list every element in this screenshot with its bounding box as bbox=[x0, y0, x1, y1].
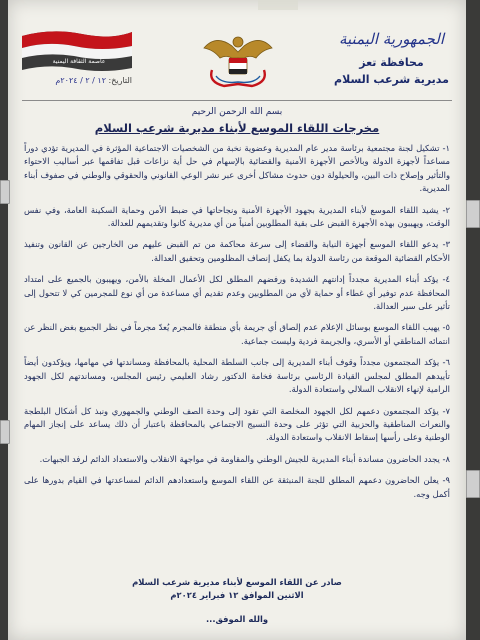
document-body bbox=[24, 142, 450, 509]
document-page bbox=[8, 0, 466, 640]
binder-clip bbox=[0, 180, 10, 204]
date-label: التاريخ: bbox=[108, 76, 132, 85]
binder-clip bbox=[0, 420, 10, 444]
document-title: مخرجات اللقاء الموسع لأبناء مديرية شرعب السلام bbox=[94, 121, 380, 135]
yemen-flag-banner bbox=[22, 28, 132, 72]
closing-block bbox=[8, 576, 466, 602]
republic-logo-text: الجمهورية اليمنية bbox=[338, 30, 444, 48]
governorate-name: محافظة تعز bbox=[359, 56, 424, 69]
binder-clip bbox=[466, 470, 480, 498]
paragraph-6: ٦- يؤكد المجتمعون مجدداً وقوف أبناء المديرية إلى جانب السلطة المحلية بالمحافظة ومساندتها في مهامها، ويؤكدون أيضاً تأييدهم المطلق لمجلس القيادة الرئاسي برئاسة فخامة الدكتور رشاد العليمي رئيس المجلس، ومساندتهم لكل الجهود الرامية لإنهاء الانقلاب السلالي واستعادة الدولة. bbox=[24, 357, 450, 395]
banner-caption: عاصمة الثقافة اليمنية bbox=[52, 58, 106, 65]
paragraph-3: ٣- يدعو اللقاء الموسع أجهزة النيابة والقضاء إلى سرعة محاكمة من تم القبض عليهم من الخارجين عن القانون وتنفيذ الأحكام القضائية الموقعة من رئاسة الدولة بما يكفل إنصاف المظلومين وتحقيق العدالة. bbox=[24, 239, 450, 263]
paragraph-1: ١- تشكيل لجنة مجتمعية برئاسة مدير عام المديرية وعضوية نخبة من الشخصيات الاجتماعية المؤثرة في المديرية تؤدي دوراً مساعداً لأجهزة الدولة وبالأخص الأجهزة الأمنية والقضائية بالإسهام في حل أية نزاعات قبل تفاقمها عبر أساليب الاحتواء والتأثير وإصلاح ذات البين، والحيلولة دون حدوث مشاكل أخرى عبر نشر الوعي القانوني والحقوقي والوطني في صفوف أبناء المديرية. bbox=[24, 143, 450, 194]
header-right bbox=[329, 30, 454, 86]
paragraph-4: ٤- يؤكد أبناء المديرية مجدداً إدانتهم الشديدة ورفضهم المطلق لكل الأعمال المخلة بالأمن، ويهيبون بالجميع على امتداد المحافظة عدم توفير أي غطاء أو حماية لأي من المطلوبين وعدم تقديم أي مساعدة من أي نوع للمجرمين كي لا تتحول إلى تأثير على سير العدالة. bbox=[24, 274, 450, 312]
date-line bbox=[22, 76, 132, 85]
signoff: والله الموفق... bbox=[205, 614, 269, 624]
header-divider bbox=[22, 100, 452, 101]
paragraph-7: ٧- يؤكد المجتمعون دعمهم لكل الجهود المخلصة التي تقود إلى وحدة الصف الوطني والجمهوري ونبذ كل أشكال البلطجة والنعرات المناطقية والحزبية التي تؤثر على وحدة النسيج الاجتماعي بالمحافظة باعتبار أن ذلك يساعد على إنجاز المهام الوطنية وعلى رأسها إسقاط الانقلاب واستعادة الدولة. bbox=[24, 405, 450, 443]
directorate-name: مديرية شرعب السلام bbox=[334, 73, 449, 86]
paragraph-5: ٥- يهيب اللقاء الموسع بوسائل الإعلام عدم إلصاق أي جريمة بأي منطقة فالمجرم يُعدّ مجرماً في نظر الجميع بغض النظر عن انتمائه المناطقي أو الأسري، والجريمة فردية وليست جماعية. bbox=[24, 322, 450, 346]
binder-clip bbox=[466, 200, 480, 228]
paragraph-2: ٢- يشيد اللقاء الموسع لأبناء المديرية بجهود الأجهزة الأمنية ونجاحاتها في ضبط الأمن وحماية السكينة العامة، وفي نفس الوقت، ويهيبون بهذه الأجهزة القبض على بقية المطلوبين أمنياً من أي مديرية كانوا وتقديمهم للعدالة. bbox=[24, 204, 450, 229]
date-value: ١٢ / ٢ / ٢٠٢٤م bbox=[55, 76, 106, 85]
tape-strip bbox=[258, 0, 298, 10]
closing-date: الاثنين الموافق ١٢ فبراير ٢٠٢٤م bbox=[170, 590, 304, 600]
paragraph-8: ٨- يجدد الحاضرون مساندة أبناء المديرية للجيش الوطني والمقاومة في مواجهة الانقلاب والاستعداد الدائم لرفد الجبهات. bbox=[39, 453, 450, 464]
header-left bbox=[22, 28, 142, 85]
paragraph-9: ٩- يعلن الحاضرون دعمهم المطلق للجنة المنبثقة عن اللقاء الموسع واستعدادهم الدائم لمساعدتها في القيام بدورها على أكمل وجه. bbox=[24, 475, 450, 499]
eagle-emblem-icon bbox=[198, 28, 278, 90]
basmala: بسم الله الرحمن الرحيم bbox=[191, 107, 283, 117]
issued-by: صادر عن اللقاء الموسع لأبناء مديرية شرعب السلام bbox=[132, 577, 342, 587]
